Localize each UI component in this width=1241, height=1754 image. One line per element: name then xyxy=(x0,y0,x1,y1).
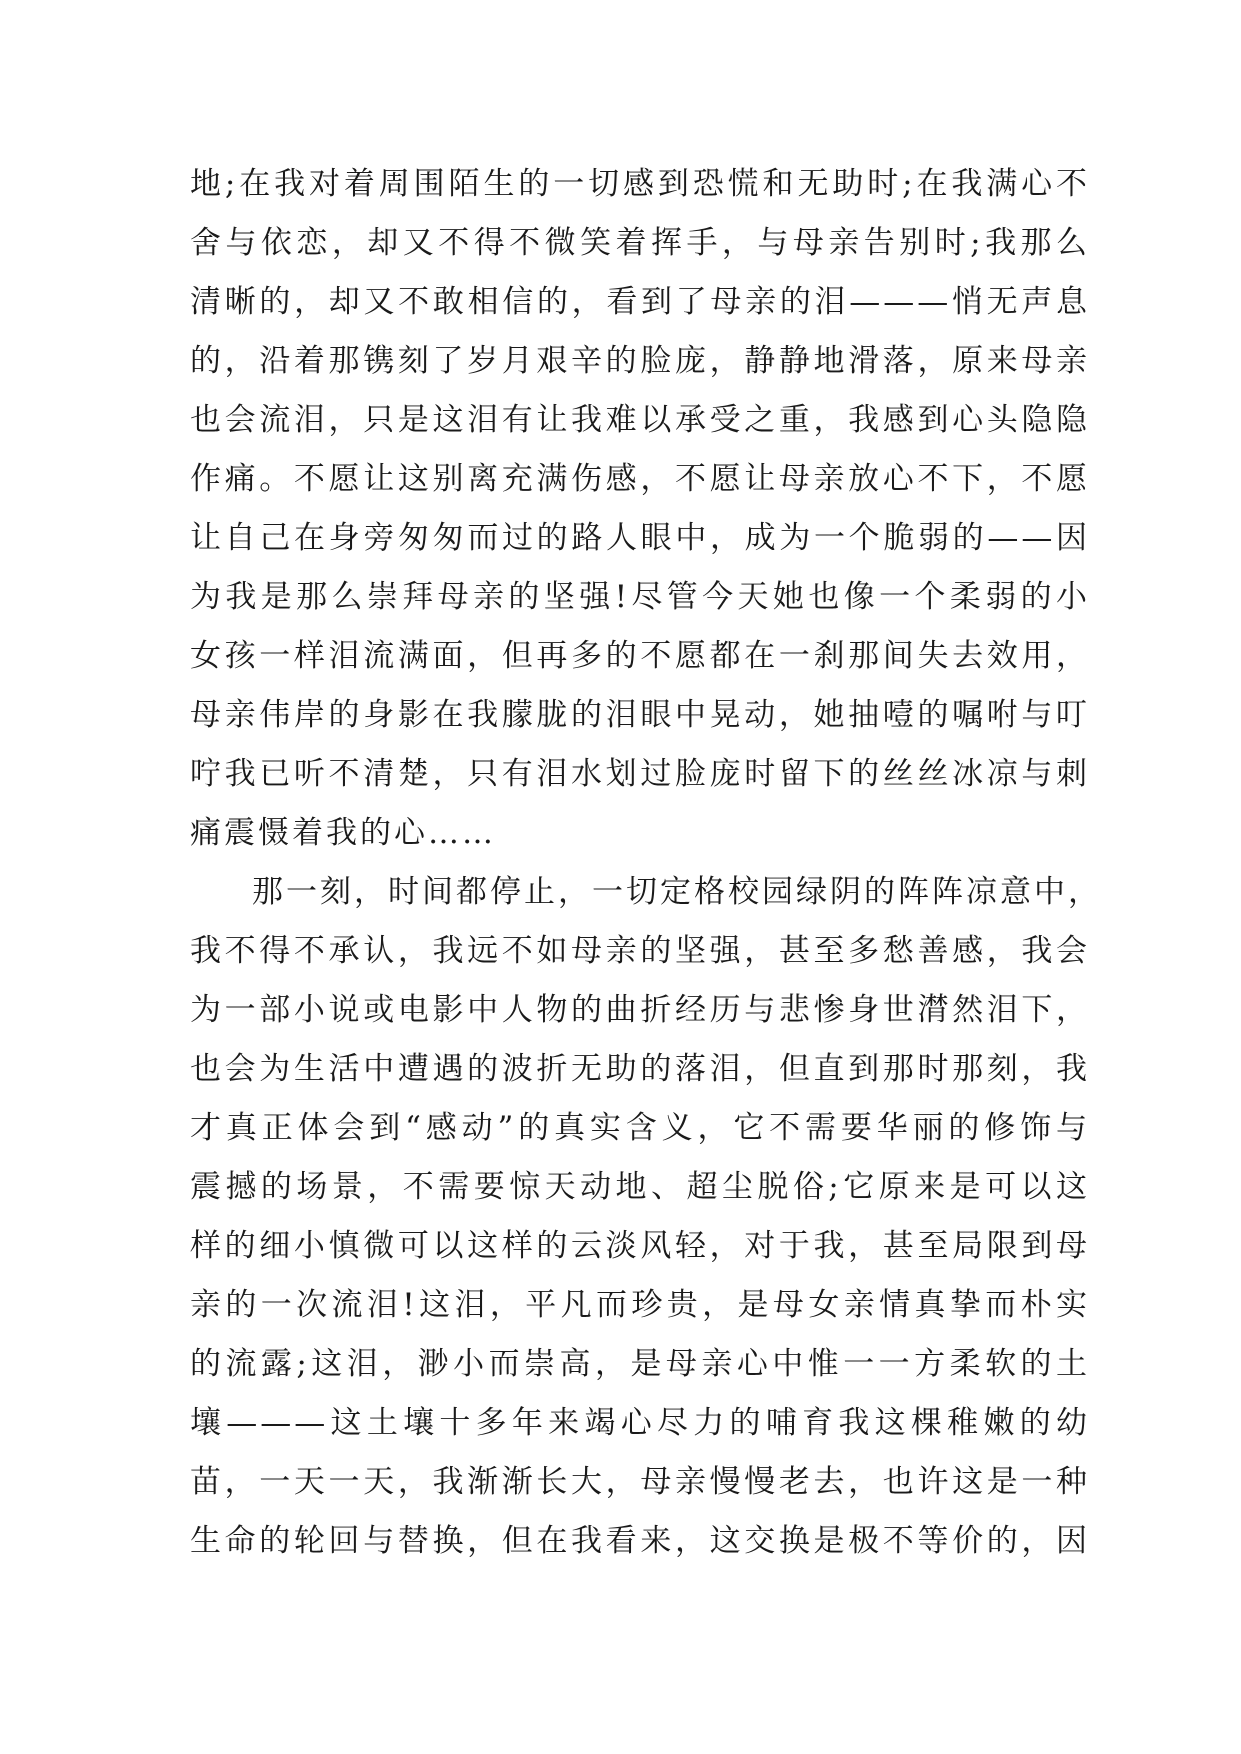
text-line: 作痛。不愿让这别离充满伤感，不愿让母亲放心不下，不愿 xyxy=(190,461,1090,497)
text-line: 为我是那么崇拜母亲的坚强!尽管今天她也像一个柔弱的小 xyxy=(190,579,1090,615)
text-line: 也会为生活中遭遇的波折无助的落泪，但直到那时那刻，我 xyxy=(190,1051,1090,1087)
text-line: 让自己在身旁匆匆而过的路人眼中，成为一个脆弱的——因 xyxy=(190,520,1090,556)
text-line: 才真正体会到“感动”的真实含义，它不需要华丽的修饰与 xyxy=(190,1110,1090,1146)
text-line: 苗，一天一天，我渐渐长大，母亲慢慢老去，也许这是一种 xyxy=(190,1464,1090,1500)
body-text xyxy=(190,155,1102,1571)
text-line: 也会流泪，只是这泪有让我难以承受之重，我感到心头隐隐 xyxy=(190,402,1090,438)
text-line: 舍与依恋，却又不得不微笑着挥手，与母亲告别时;我那么 xyxy=(190,225,1090,261)
text-line: 母亲伟岸的身影在我朦胧的泪眼中晃动，她抽噎的嘱咐与叮 xyxy=(190,697,1090,733)
text-line: 生命的轮回与替换，但在我看来，这交换是极不等价的，因 xyxy=(190,1523,1090,1559)
text-line: 清晰的，却又不敢相信的，看到了母亲的泪———悄无声息 xyxy=(190,284,1090,320)
paragraph xyxy=(190,863,1102,1571)
text-line: 的流露;这泪，渺小而崇高，是母亲心中惟一一方柔软的土 xyxy=(190,1346,1090,1382)
text-line: 为一部小说或电影中人物的曲折经历与悲惨身世潸然泪下， xyxy=(190,992,1090,1028)
text-line: 震撼的场景，不需要惊天动地、超尘脱俗;它原来是可以这 xyxy=(190,1169,1090,1205)
text-line: 亲的一次流泪!这泪，平凡而珍贵，是母女亲情真挚而朴实 xyxy=(190,1287,1090,1323)
text-line: 地;在我对着周围陌生的一切感到恐慌和无助时;在我满心不 xyxy=(190,166,1090,202)
text-line: 咛我已听不清楚，只有泪水划过脸庞时留下的丝丝冰凉与刺 xyxy=(190,756,1090,792)
paragraph xyxy=(190,155,1090,863)
text-line: 我不得不承认，我远不如母亲的坚强，甚至多愁善感，我会 xyxy=(190,933,1090,969)
text-line: 女孩一样泪流满面，但再多的不愿都在一刹那间失去效用， xyxy=(190,638,1090,674)
text-line: 样的细小慎微可以这样的云淡风轻，对于我，甚至局限到母 xyxy=(190,1228,1090,1264)
text-line: 的，沿着那镌刻了岁月艰辛的脸庞，静静地滑落，原来母亲 xyxy=(190,343,1090,379)
text-line: 那一刻，时间都停止，一切定格校园绿阴的阵阵凉意中， xyxy=(252,874,1102,910)
text-line: 痛震慑着我的心…… xyxy=(190,815,496,851)
text-line: 壤———这土壤十多年来竭心尽力的哺育我这棵稚嫩的幼 xyxy=(190,1405,1090,1441)
